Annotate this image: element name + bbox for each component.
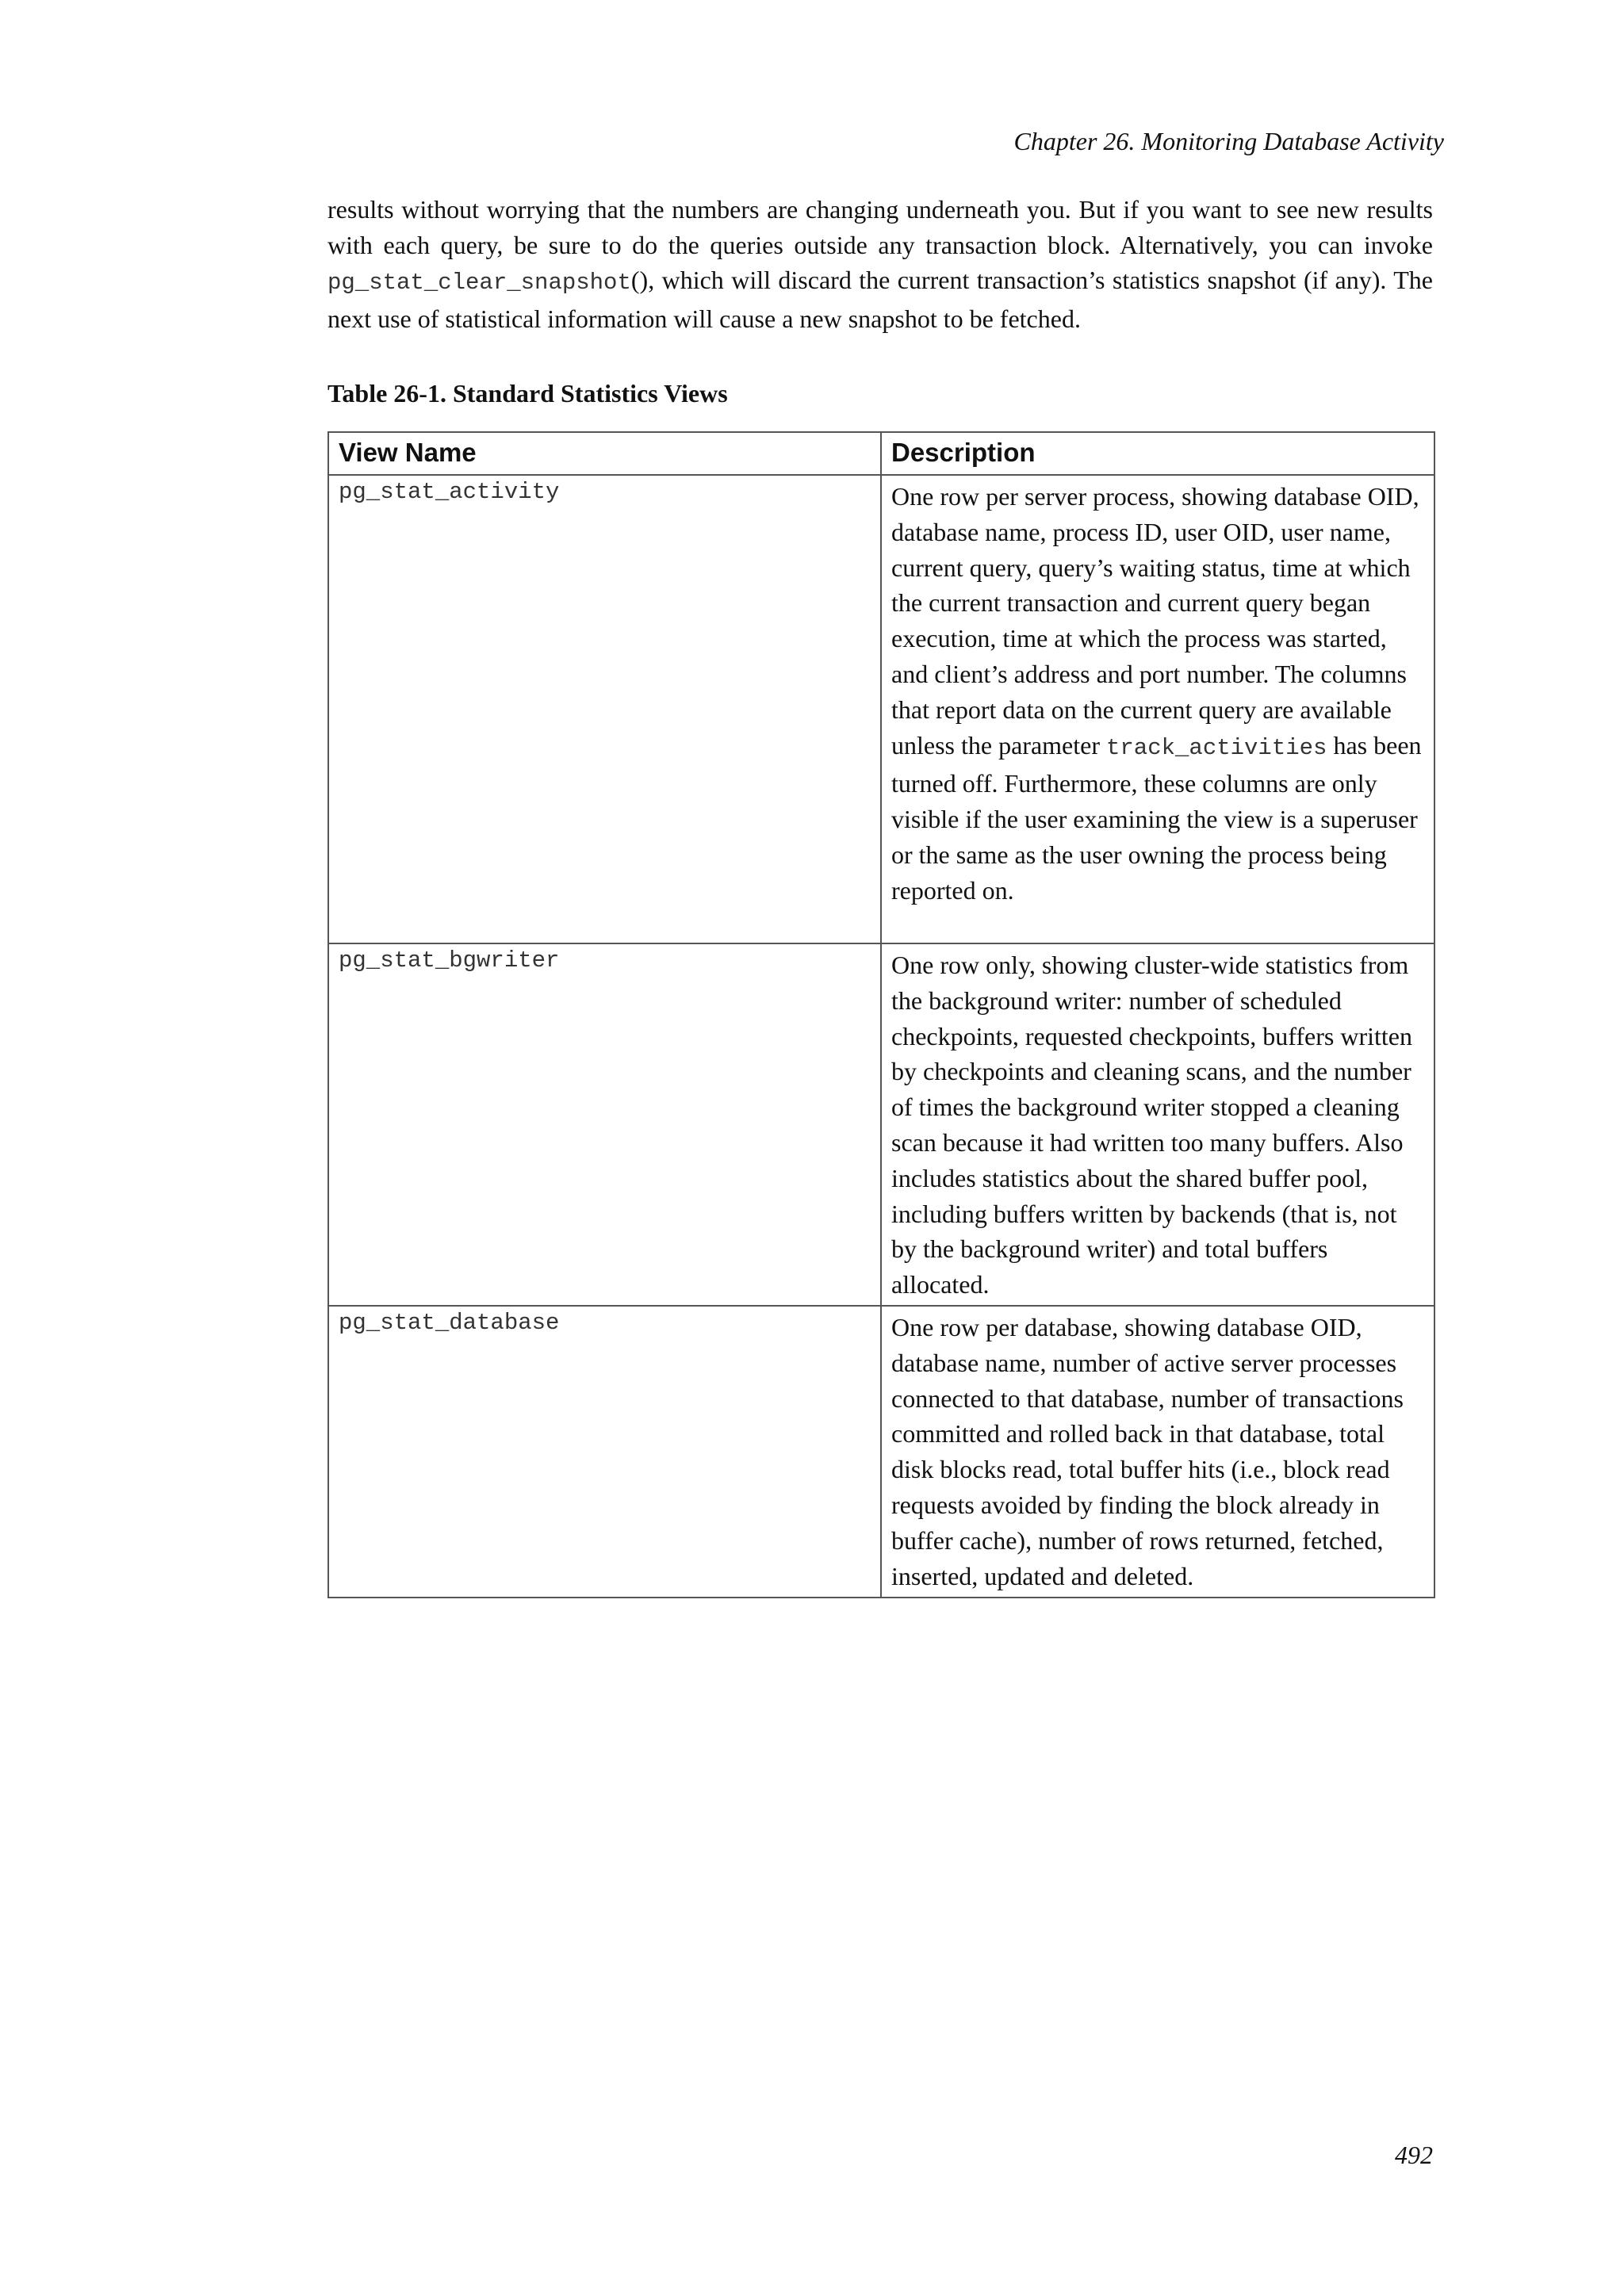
intro-text-2: (), which will discard the current transaction’s statistics snapshot (if any). The next use of statistical information will cause a new snapshot to be fetched. [327,266,1433,334]
table-title: Table 26-1. Standard Statistics Views [327,379,728,408]
intro-paragraph [327,192,1433,337]
description-text: One row per database, showing database OID, database name, number of active server processes connected to that database, number of transactions committed and rolled back in that database, total disk blocks read, total buffer hits (i.e., block read requests avoided by finding the block already in buffer cache), number of rows returned, fetched, inserted, updated and deleted. [891,1313,1404,1590]
description-cell [881,1306,1434,1598]
view-name-cell: pg_stat_activity [328,475,881,943]
view-name-cell: pg_stat_database [328,1306,881,1598]
table-header-row [328,432,1434,475]
table-row [328,1306,1434,1598]
column-header-description: Description [881,432,1434,475]
description-text: One row per server process, showing database OID, database name, process ID, user OID, user name, current query, query’s waiting status, time at which the current transaction and current query began execution, time at which the process was started, and client’s address and port number. The columns that report data on the current query are available unless the parameter [891,482,1419,760]
view-name-cell: pg_stat_bgwriter [328,943,881,1306]
description-text: One row only, showing cluster-wide statistics from the background writer: number of scheduled checkpoints, requested checkpoints, buffers written by checkpoints and cleaning scans, and the number of times the background writer stopped a cleaning scan because it had written too many buffers. Also includes statistics about the shared buffer pool, including buffers written by backends (that is, not by the background writer) and total buffers allocated. [891,951,1412,1299]
column-header-view-name: View Name [328,432,881,475]
table-row [328,475,1434,943]
table-row [328,943,1434,1306]
description-cell [881,943,1434,1306]
statistics-views-table [327,431,1435,1598]
running-header: Chapter 26. Monitoring Database Activity [1013,127,1444,155]
description-code: track_activities [1106,734,1327,761]
description-text: has been turned off. Furthermore, these columns are only visible if the user examining the view is a superuser or the same as the user owning the process being reported on. [891,730,1422,905]
page-number: 492 [1395,2141,1433,2169]
intro-code-function: pg_stat_clear_snapshot [327,270,631,297]
description-cell [881,475,1434,943]
intro-text-1: results without worrying that the numbers are changing underneath you. But if you want to see new results with each query, be sure to do the queries outside any transaction block. Alternatively, you can invoke [327,195,1433,259]
